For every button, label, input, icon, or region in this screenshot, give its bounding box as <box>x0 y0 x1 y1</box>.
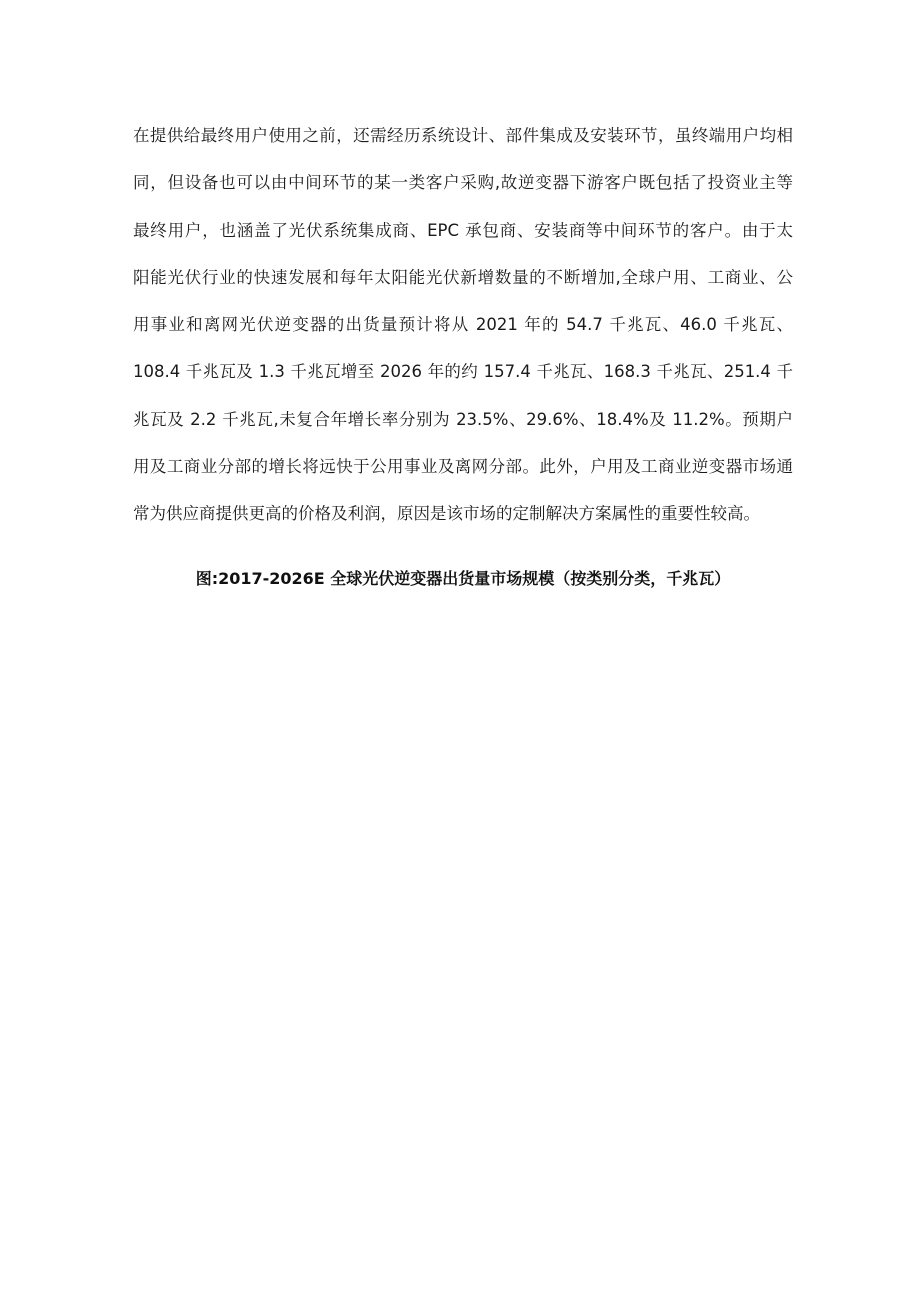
paragraph-line: 同，但设备也可以由中间环节的某一类客户采购,故逆变器下游客户既包括了投资业主等 <box>133 173 793 193</box>
paragraph-line: 用及工商业分部的增长将远快于公用事业及离网分部。此外，户用及工商业逆变器市场通 <box>133 457 793 477</box>
paragraph-line: 最终用户，也涵盖了光伏系统集成商、EPC 承包商、安装商等中间环节的客户。由于太 <box>133 220 793 240</box>
paragraph-line: 108.4 千兆瓦及 1.3 千兆瓦增至 2026 年的约 157.4 千兆瓦、168.3 千兆瓦、251.4 千 <box>133 362 793 382</box>
body-paragraph <box>133 118 793 544</box>
paragraph-line: 用事业和离网光伏逆变器的出货量预计将从 2021 年的 54.7 千兆瓦、46.0 千兆瓦、 <box>133 315 793 335</box>
paragraph-line: 阳能光伏行业的快速发展和每年太阳能光伏新增数量的不断增加,全球户用、工商业、公 <box>133 267 793 287</box>
paragraph-line: 在提供给最终用户使用之前，还需经历系统设计、部件集成及安装环节，虽终端用户均相 <box>133 126 793 145</box>
figure-caption: 图:2017-2026E 全球光伏逆变器出货量市场规模（按类别分类，千兆瓦） <box>195 569 731 588</box>
paragraph-line: 常为供应商提供更高的价格及利润，原因是该市场的定制解决方案属性的重要性较高。 <box>133 504 760 524</box>
paragraph-line: 兆瓦及 2.2 千兆瓦,未复合年增长率分别为 23.5%、29.6%、18.4%及 11.2%。预期户 <box>133 409 793 429</box>
